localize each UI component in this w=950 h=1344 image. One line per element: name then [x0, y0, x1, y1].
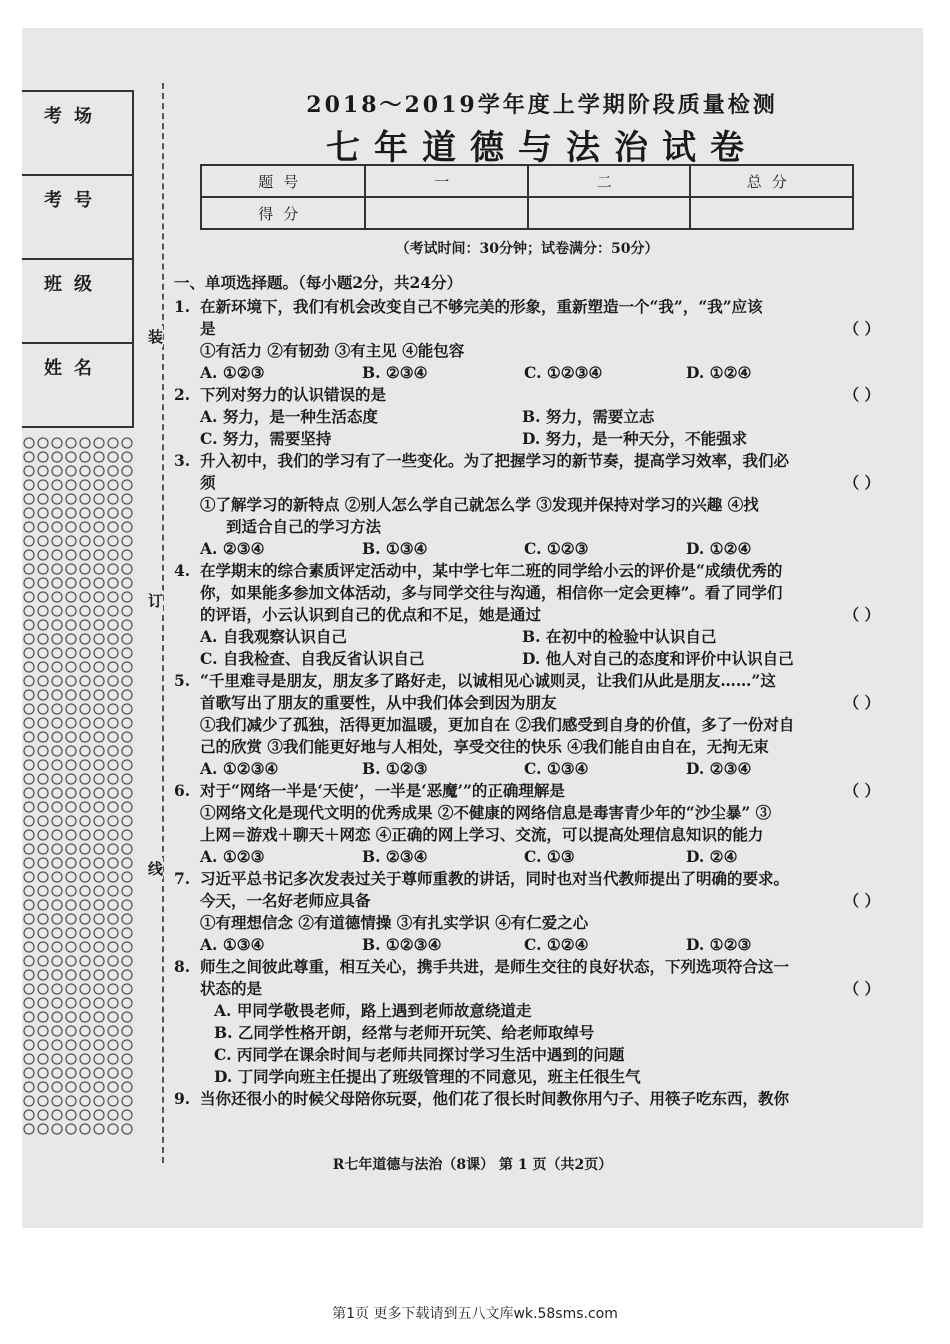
- page-footer: 第1页 更多下载请到五八文库wk.58sms.com: [332, 1306, 618, 1322]
- dot-pattern-decoration: [22, 436, 134, 1136]
- option: C. ①③④: [524, 759, 589, 778]
- question-2: [174, 384, 904, 450]
- question-text: 习近平总书记多次发表过关于尊师重教的讲话，同时也对当代教师提出了明确的要求。: [200, 869, 790, 888]
- name-field: [22, 344, 134, 428]
- option: C. ①③: [524, 847, 575, 866]
- answer-bracket: （ ）: [843, 473, 880, 492]
- option: B. ②③④: [362, 847, 428, 866]
- option: B. 在初中的检验中认识自己: [522, 627, 717, 646]
- question-number: 1.: [174, 297, 191, 316]
- question-text: 在新环境下，我们有机会改变自己不够完美的形象，重新塑造一个“我”，“我”应该: [200, 297, 763, 316]
- option: C. ①②③④: [524, 363, 603, 382]
- statement-items: ①我们减少了孤独，活得更加温暖，更加自在 ②我们感受到自身的价值，多了一份对自: [200, 715, 795, 734]
- question-text: 下列对努力的认识错误的是: [200, 385, 387, 404]
- question-number: 7.: [174, 869, 191, 888]
- question-6: [174, 780, 904, 868]
- option: D. ①②④: [686, 363, 752, 382]
- statement-items: ①有活力 ②有韧劲 ③有主见 ④能包容: [200, 341, 465, 360]
- option: B. 乙同学性格开朗，经常与老师开玩笑、给老师取绰号: [214, 1023, 595, 1042]
- binding-char-xian: 线: [148, 860, 164, 878]
- option: B. ①③④: [362, 539, 428, 558]
- question-text: 今天，一名好老师应具备: [200, 891, 371, 910]
- binding-char-zhuang: 装: [148, 328, 164, 346]
- statement-items: ①网络文化是现代文明的优秀成果 ②不健康的网络信息是毒害青少年的“沙尘暴” ③: [200, 803, 772, 822]
- score-cell: [528, 197, 691, 229]
- paper-footer: R七年道德与法治（8课） 第 1 页（共2页）: [332, 1157, 613, 1173]
- question-text: 对于“网络一半是‘天使’，一半是‘恶魔’”的正确理解是: [200, 781, 565, 800]
- question-number: 6.: [174, 781, 191, 800]
- question-text: 你，如果能多参加文体活动，多与同学交往与沟通，相信你一定会更棒”。看了同学们: [200, 583, 783, 602]
- score-cell: [690, 197, 853, 229]
- option: D. ②③④: [686, 759, 752, 778]
- question-number: 2.: [174, 385, 191, 404]
- question-text: 升入初中，我们的学习有了一些变化。为了把握学习的新节奏，提高学习效率，我们必: [200, 451, 790, 470]
- question-text: 状态的是: [200, 979, 263, 998]
- question-text: 在学期末的综合素质评定活动中，某中学七年二班的同学给小云的评价是“成绩优秀的: [200, 561, 783, 580]
- question-7: [174, 868, 904, 956]
- option: D. ①②④: [686, 539, 752, 558]
- option: C. 丙同学在课余时间与老师共同探讨学习生活中遇到的问题: [214, 1045, 625, 1064]
- question-number: 9.: [174, 1089, 191, 1108]
- option: B. ①②③: [362, 759, 428, 778]
- question-number: 3.: [174, 451, 191, 470]
- class-field: [22, 260, 134, 344]
- binding-dashed-line: [162, 83, 164, 1163]
- question-8: [174, 956, 904, 1088]
- option: B. 努力，需要立志: [522, 407, 655, 426]
- score-cell: [365, 197, 528, 229]
- option: A. ②③④: [200, 539, 265, 558]
- option: B. ②③④: [362, 363, 428, 382]
- exam-room-field: [22, 92, 134, 176]
- section-title: 一、单项选择题。（每小题2分，共24分）: [174, 273, 463, 292]
- question-text: 须: [200, 473, 216, 492]
- score-table-header-row: [201, 165, 853, 197]
- option: C. 自我检查、自我反省认识自己: [200, 649, 425, 668]
- option: D. ①②③: [686, 935, 752, 954]
- exam-paper-photo: [22, 28, 923, 1228]
- class-label: 班级: [44, 274, 104, 295]
- option: B. ①②③④: [362, 935, 442, 954]
- option: D. 努力，是一种天分，不能强求: [522, 429, 748, 448]
- answer-bracket: （ ）: [843, 693, 880, 712]
- answer-bracket: （ ）: [843, 385, 880, 404]
- answer-bracket: （ ）: [843, 781, 880, 800]
- score-cell: 题号: [201, 165, 365, 197]
- question-number: 8.: [174, 957, 191, 976]
- score-cell: 得分: [201, 197, 365, 229]
- option: D. 他人对自己的态度和评价中认识自己: [522, 649, 794, 668]
- score-table-score-row: [201, 197, 853, 229]
- answer-bracket: （ ）: [843, 319, 880, 338]
- question-3: [174, 450, 904, 560]
- option: C. ①②④: [524, 935, 589, 954]
- option: D. 丁同学向班主任提出了班级管理的不同意见，班主任很生气: [214, 1067, 641, 1086]
- question-5: [174, 670, 904, 780]
- question-1: [174, 296, 904, 384]
- question-text: 是: [200, 319, 216, 338]
- question-4: [174, 560, 904, 670]
- exam-subtitle: 2018～2019学年度上学期阶段质量检测: [306, 92, 778, 118]
- score-table: [200, 164, 854, 230]
- question-text: 首歌写出了朋友的重要性，从中我们体会到因为朋友: [200, 693, 557, 712]
- option: A. ①②③④: [200, 759, 279, 778]
- answer-bracket: （ ）: [843, 891, 880, 910]
- exam-title: 七年道德与法治试卷: [326, 128, 758, 168]
- option: D. ②④: [686, 847, 738, 866]
- question-text: “千里难寻是朋友，朋友多了路好走，以诚相见心诚则灵，让我们从此是朋友……”这: [200, 671, 776, 690]
- option: C. ①②③: [524, 539, 589, 558]
- option: A. ①②③: [200, 847, 265, 866]
- question-text: 师生之间彼此尊重，相互关心，携手共进，是师生交往的良好状态，下列选项符合这一: [200, 957, 790, 976]
- score-cell: 总分: [690, 165, 853, 197]
- question-9: [174, 1088, 904, 1110]
- score-cell: 二: [528, 165, 691, 197]
- answer-bracket: （ ）: [843, 979, 880, 998]
- binding-char-ding: 订: [148, 592, 164, 610]
- statement-items: 己的欣赏 ③我们能更好地与人相处，享受交往的快乐 ④我们能自由自在，无拘无束: [200, 737, 769, 756]
- option: A. ①③④: [200, 935, 265, 954]
- name-label: 姓名: [44, 358, 104, 379]
- question-list: [174, 272, 904, 1110]
- answer-bracket: （ ）: [843, 605, 880, 624]
- question-text: 当你还很小的时候父母陪你玩耍，他们花了很长时间教你用勺子、用筷子吃东西，教你: [200, 1089, 790, 1108]
- question-number: 5.: [174, 671, 191, 690]
- exam-time-info: （考试时间：30分钟；试卷满分：50分）: [395, 241, 659, 257]
- exam-number-field: [22, 176, 134, 260]
- statement-items: ①有理想信念 ②有道德情操 ③有扎实学识 ④有仁爱之心: [200, 913, 589, 932]
- option: A. 自我观察认识自己: [200, 627, 347, 646]
- option: C. 努力，需要坚持: [200, 429, 332, 448]
- option: A. 努力，是一种生活态度: [200, 407, 378, 426]
- question-number: 4.: [174, 561, 191, 580]
- statement-items: 到适合自己的学习方法: [226, 517, 382, 536]
- statement-items: 上网＝游戏＋聊天＋网恋 ④正确的网上学习、交流，可以提高处理信息知识的能力: [200, 825, 764, 844]
- option: A. 甲同学敬畏老师，路上遇到老师故意绕道走: [214, 1001, 532, 1020]
- student-info-table: [22, 90, 134, 428]
- exam-number-label: 考号: [44, 190, 104, 211]
- exam-room-label: 考场: [44, 106, 104, 127]
- question-text: 的评语，小云认识到自己的优点和不足，她是通过: [200, 605, 542, 624]
- score-cell: 一: [365, 165, 528, 197]
- statement-items: ①了解学习的新特点 ②别人怎么学自己就怎么学 ③发现并保持对学习的兴趣 ④找: [200, 495, 759, 514]
- option: A. ①②③: [200, 363, 265, 382]
